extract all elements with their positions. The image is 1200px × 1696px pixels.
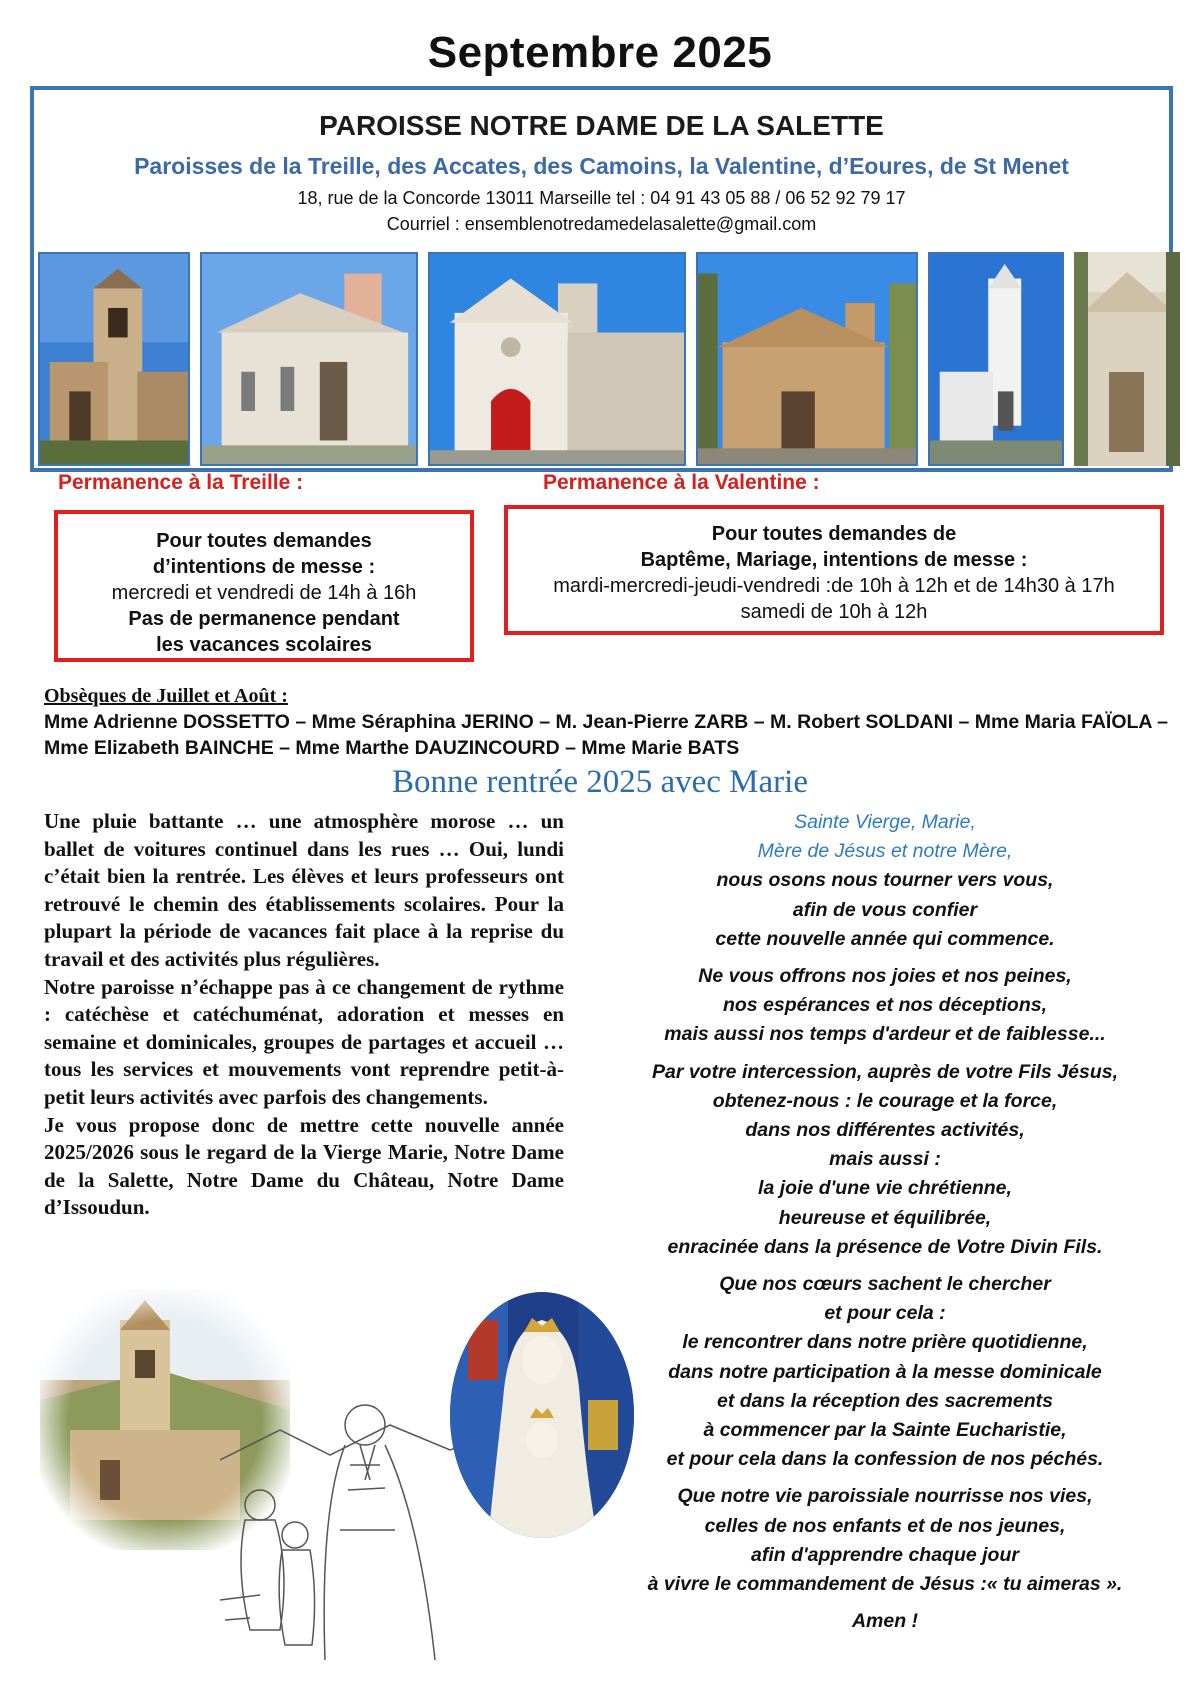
treille-line-5: les vacances scolaires — [156, 634, 372, 656]
prayer-line: celles de nos enfants et de nos jeunes, — [704, 1514, 1066, 1537]
prayer-line: enracinée dans la présence de Votre Divin Fils. — [667, 1235, 1103, 1258]
church-photo-eoures — [928, 252, 1064, 466]
page-title: Septembre 2025 — [427, 28, 773, 77]
obseques-title: Obsèques de Juillet et Août : — [44, 685, 288, 707]
valentine-line-2: Baptême, Mariage, intentions de messe : — [640, 549, 1028, 571]
prayer-text — [600, 808, 1170, 1644]
prayer-line: nos espérances et nos déceptions, — [722, 994, 1048, 1017]
obseques-names: Mme Adrienne DOSSETTO – Mme Séraphina JERINO – M. Jean-Pierre ZARB – M. Robert SOLDANI – Mme Maria FAÏOLA – Mme Elizabeth BAINCHE – Mme Marthe DAUZINCOURD – Mme Marie BATS — [44, 711, 1169, 759]
article-paragraph-2: Notre paroisse n’échappe pas à ce changement de rythme : catéchèse et catéchuménat, adoration et messes en semaine et dominicales, groupes de partages et accueil … tous les services et mouvements vont reprendre petit-à-petit leurs activités avec parfois des changements. — [44, 974, 564, 1109]
treille-line-2: d’intentions de messe : — [152, 556, 376, 578]
permanence-valentine-title: Permanence à la Valentine : — [543, 471, 820, 494]
church-photo-treille — [38, 252, 190, 466]
prayer-line: afin de vous confier — [792, 898, 978, 921]
permanence-treille-title: Permanence à la Treille : — [58, 471, 304, 494]
valentine-hours: mardi-mercredi-jeudi-vendredi :de 10h à 12h et de 14h30 à 17h — [553, 575, 1115, 597]
treille-line-4: Pas de permanence pendant — [128, 608, 400, 630]
church-photo-accates — [200, 252, 418, 466]
prayer-stanza-3 — [600, 1058, 1170, 1262]
rentree-title: Bonne rentrée 2025 avec Marie — [392, 764, 808, 800]
valentine-line-1: Pour toutes demandes de — [711, 523, 957, 545]
prayer-stanza-1 — [600, 808, 1170, 954]
prayer-line: heureuse et équilibrée, — [778, 1206, 992, 1229]
prayer-line: à commencer par la Sainte Eucharistie, — [703, 1419, 1067, 1442]
prayer-line: Que nos cœurs sachent le chercher — [719, 1273, 1051, 1296]
treille-hours: mercredi et vendredi de 14h à 16h — [111, 582, 417, 604]
prayer-amen: Amen ! — [851, 1610, 919, 1633]
prayer-line: le rencontrer dans notre prière quotidienne, — [682, 1331, 1088, 1354]
parish-address: 18, rue de la Concorde 13011 Marseille tel : 04 91 43 05 88 / 06 52 92 79 17 — [297, 188, 906, 208]
salette-apparition-drawing — [220, 1370, 480, 1660]
prayer-line: dans nos différentes activités, — [745, 1119, 1025, 1142]
prayer-line: mais aussi : — [829, 1148, 941, 1171]
parish-list: Paroisses de la Treille, des Accates, des Camoins, la Valentine, d’Eoures, de St Menet — [134, 153, 1069, 179]
prayer-line: Que notre vie paroissiale nourrisse nos vies, — [677, 1485, 1093, 1508]
prayer-line: afin d'apprendre chaque jour — [751, 1543, 1019, 1566]
church-photo-valentine — [696, 252, 918, 466]
valentine-saturday: samedi de 10h à 12h — [740, 601, 928, 623]
prayer-line: cette nouvelle année qui commence. — [715, 927, 1055, 950]
parish-name: PAROISSE NOTRE DAME DE LA SALETTE — [319, 110, 884, 141]
prayer-line: dans notre participation à la messe dominicale — [668, 1360, 1102, 1383]
prayer-line: mais aussi nos temps d'ardeur et de faiblesse... — [664, 1023, 1106, 1046]
prayer-stanza-4 — [600, 1270, 1170, 1474]
prayer-line: la joie d'une vie chrétienne, — [758, 1177, 1012, 1200]
prayer-line: et pour cela dans la confession de nos péchés. — [666, 1448, 1104, 1471]
permanence-valentine-box — [504, 505, 1164, 635]
church-photo-st-menet — [1074, 252, 1180, 466]
prayer-stanza-5 — [600, 1482, 1170, 1599]
church-photo-camoins — [428, 252, 686, 466]
prayer-line: Par votre intercession, auprès de votre Fils Jésus, — [651, 1060, 1119, 1083]
article-paragraph-3: Je vous propose donc de mettre cette nouvelle année 2025/2026 sous le regard de la Vierge Marie, Notre Dame de la Salette, Notre Dame du Château, Notre Dame d’Issoudun. — [44, 1112, 564, 1220]
prayer-line: et pour cela : — [824, 1302, 946, 1325]
prayer-line: Mère de Jésus et notre Mère, — [757, 840, 1013, 863]
prayer-line: Sainte Vierge, Marie, — [794, 811, 976, 833]
prayer-line: Ne vous offrons nos joies et nos peines, — [698, 965, 1072, 988]
treille-line-1: Pour toutes demandes — [156, 530, 372, 552]
prayer-stanza-2 — [600, 962, 1170, 1050]
article-body — [44, 808, 564, 1222]
prayer-line: nous osons nous tourner vers vous, — [716, 869, 1054, 892]
prayer-line: et dans la réception des sacrements — [717, 1389, 1053, 1412]
permanence-treille-box — [54, 510, 474, 662]
article-paragraph-1: Une pluie battante … une atmosphère morose … un ballet de voitures continuel dans les rues … Oui, lundi c’était bien la rentrée. Les élèves et leurs professeurs ont retrouvé le chemin des établissements scolaires. Pour la plupart la période de vacances fait place à la reprise du travail et des activités plus régulières. — [44, 809, 564, 971]
parish-email: Courriel : ensemblenotredamedelasalette@gmail.com — [386, 214, 817, 234]
prayer-line: obtenez-nous : le courage et la force, — [712, 1089, 1058, 1112]
prayer-line: à vivre le commandement de Jésus :« tu aimeras ». — [647, 1573, 1123, 1596]
